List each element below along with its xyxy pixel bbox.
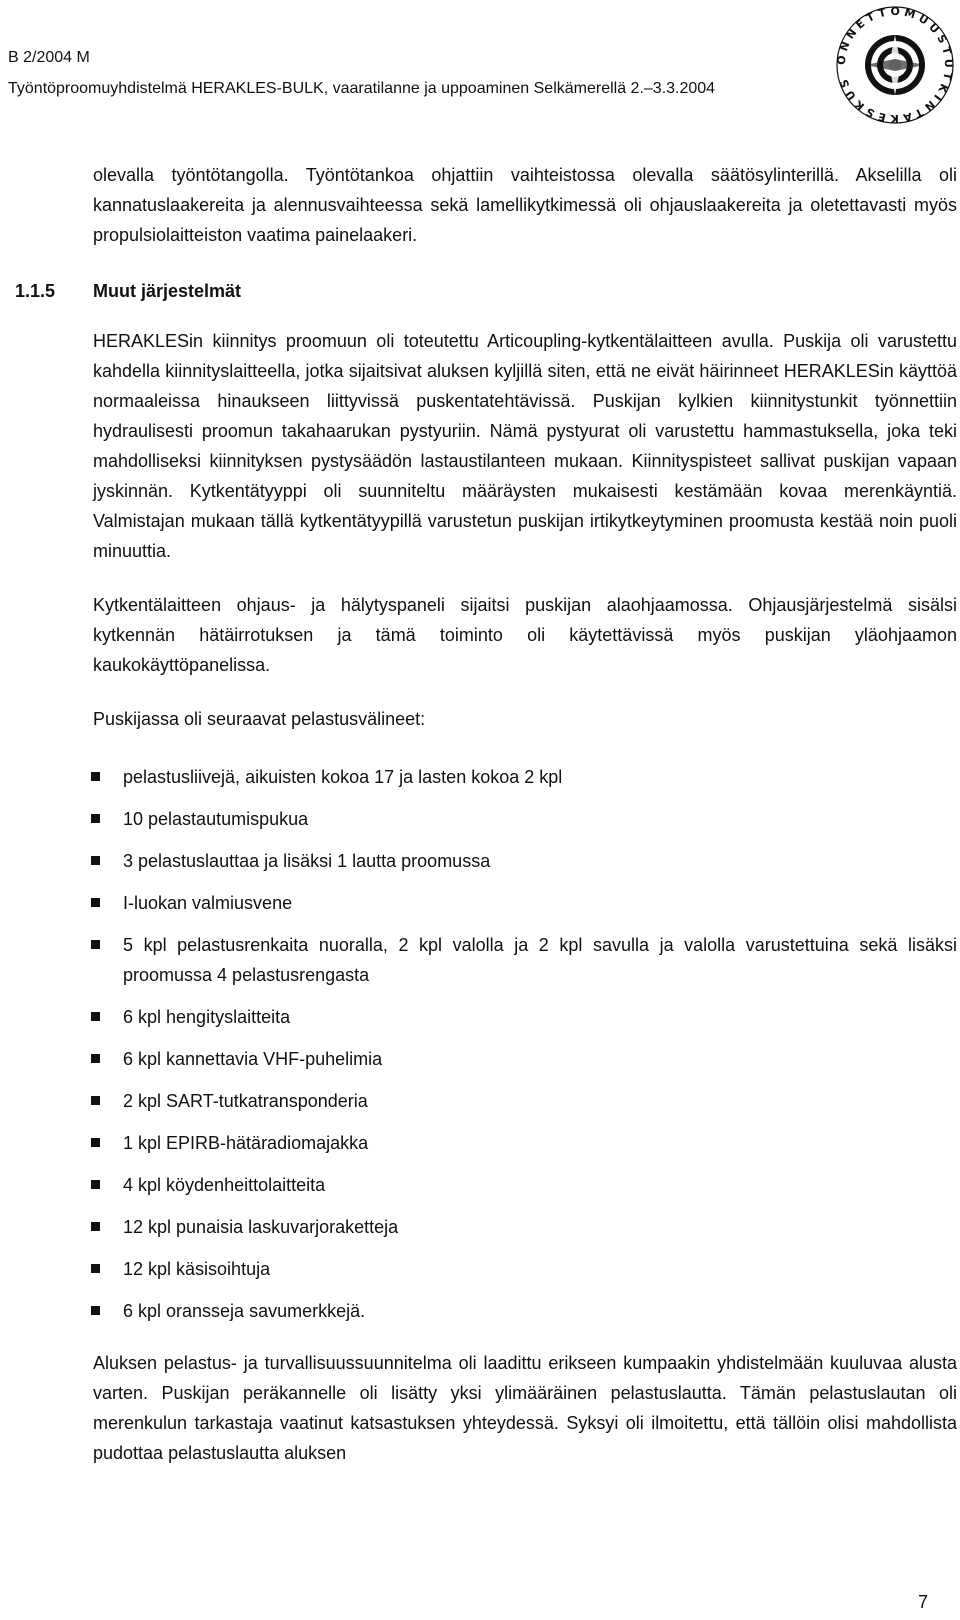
list-item: 5 kpl pelastusrenkaita nuoralla, 2 kpl valolla ja 2 kpl savulla ja valolla varustettuina sekä lisäksi proomussa 4 pelastusrengasta bbox=[93, 930, 957, 990]
list-item: I-luokan valmiusvene bbox=[93, 888, 957, 918]
logo-ring-text: ONNETTOMUUSTUTKINTAKESKUS bbox=[834, 4, 956, 126]
list-item: 4 kpl köydenheittolaitteita bbox=[93, 1170, 957, 1200]
logo-seal-icon bbox=[832, 2, 958, 128]
document-body bbox=[15, 160, 957, 1468]
square-bullet-icon bbox=[91, 856, 100, 865]
rescue-equipment-list bbox=[93, 762, 957, 1326]
square-bullet-icon bbox=[91, 1012, 100, 1021]
list-item: 3 pelastuslauttaa ja lisäksi 1 lautta proomussa bbox=[93, 846, 957, 876]
body-paragraph: HERAKLESin kiinnitys proomuun oli toteutettu Articoupling-kytkentälaitteen avulla. Puskija oli varustettu kahdella kiinnityslaitteella, jotka sijaitsivat aluksen kyljillä siten, että ne eivät häirinneet HERAKLESin käyttöä normaaleissa hinaukseen liittyvissä puskentatehtävissä. Puskijan kylkien kiinnitystunkit työnnettiin hydraulisesti proomun takahaarukan pystyuriin. Nämä pystyurat oli varustettu hammastuksella, joka teki mahdolliseksi kiinnityksen pystysäädön lastaustilanteen mukaan. Kiinnityspisteet sallivat puskijan vapaan jyskinnän. Kytkentätyyppi oli suunniteltu määräysten mukaisesti kestämään kovaa merenkäyntiä. Valmistajan mukaan tällä kytkentätyypillä varustetun puskijan irtikytkeytyminen proomusta kestää noin puoli minuuttia. bbox=[93, 331, 957, 561]
square-bullet-icon bbox=[91, 1180, 100, 1189]
list-item: 12 kpl punaisia laskuvarjoraketteja bbox=[93, 1212, 957, 1242]
agency-logo bbox=[832, 2, 958, 128]
list-item: 6 kpl hengityslaitteita bbox=[93, 1002, 957, 1032]
square-bullet-icon bbox=[91, 940, 100, 949]
section-number: 1.1.5 bbox=[15, 281, 56, 301]
list-item: 10 pelastautumispukua bbox=[93, 804, 957, 834]
square-bullet-icon bbox=[91, 1306, 100, 1315]
square-bullet-icon bbox=[91, 1222, 100, 1231]
list-intro: Puskijassa oli seuraavat pelastusvälineet: bbox=[93, 709, 426, 729]
body-paragraph: Kytkentälaitteen ohjaus- ja hälytyspaneli sijaitsi puskijan alaohjaamossa. Ohjausjärjestelmä sisälsi kytkennän hätäirrotuksen ja tämä toiminto oli käytettävissä myös puskijan yläohjaamon kaukokäyttöpanelissa. bbox=[93, 595, 957, 675]
list-item: 6 kpl kannettavia VHF-puhelimia bbox=[93, 1044, 957, 1074]
section-heading bbox=[15, 276, 957, 306]
square-bullet-icon bbox=[91, 1264, 100, 1273]
square-bullet-icon bbox=[91, 1096, 100, 1105]
page-number: 7 bbox=[918, 1592, 929, 1612]
intro-paragraph: olevalla työntötangolla. Työntötankoa ohjattiin vaihteistossa olevalla säätösylinterillä. Akselilla oli kannatuslaakereita ja alennusvaihteessa sekä lamellikytkimessä oli ohjauslaakereita ja oletettavasti myös propulsiolaitteiston vaatima painelaakeri. bbox=[93, 165, 957, 245]
document-subtitle: Työntöproomuyhdistelmä HERAKLES-BULK, vaaratilanne ja uppoaminen Selkämerellä 2.–3.3.2004 bbox=[8, 80, 716, 97]
list-item: 6 kpl oransseja savumerkkejä. bbox=[93, 1296, 957, 1326]
list-item: 1 kpl EPIRB-hätäradiomajakka bbox=[93, 1128, 957, 1158]
square-bullet-icon bbox=[91, 1138, 100, 1147]
square-bullet-icon bbox=[91, 1054, 100, 1063]
square-bullet-icon bbox=[91, 772, 100, 781]
square-bullet-icon bbox=[91, 898, 100, 907]
list-item: 12 kpl käsisoihtuja bbox=[93, 1254, 957, 1284]
closing-paragraph: Aluksen pelastus- ja turvallisuussuunnitelma oli laadittu erikseen kumpaakin yhdistelmään kuuluvaa alusta varten. Puskijan peräkannelle oli lisätty yksi ylimääräinen pelastuslautta. Tämän pelastuslautan oli merenkulun tarkastaja vaatinut katsastuksen yhteydessä. Syksyi oli ilmoitettu, että tällöin olisi mahdollista pudottaa pelastuslautta aluksen bbox=[93, 1353, 957, 1463]
document-code: B 2/2004 M bbox=[8, 49, 90, 66]
logo-spiral-mark bbox=[865, 35, 925, 95]
square-bullet-icon bbox=[91, 814, 100, 823]
section-title: Muut järjestelmät bbox=[93, 281, 242, 301]
document-header bbox=[8, 42, 715, 104]
list-item: 2 kpl SART-tutkatransponderia bbox=[93, 1086, 957, 1116]
list-item: pelastusliivejä, aikuisten kokoa 17 ja lasten kokoa 2 kpl bbox=[93, 762, 957, 792]
